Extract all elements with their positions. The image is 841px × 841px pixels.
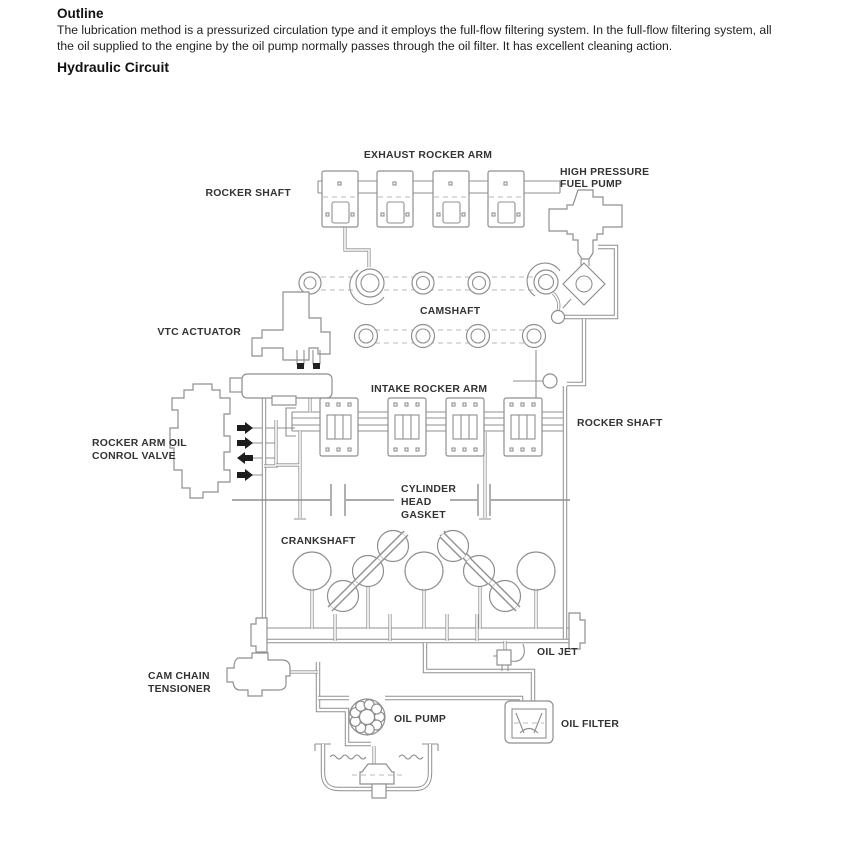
label-cylinder-head-gasket-2: HEAD bbox=[401, 497, 432, 508]
label-rocker-shaft-left: ROCKER SHAFT bbox=[205, 188, 291, 199]
label-cylinder-head-gasket-1: CYLINDER bbox=[401, 484, 457, 495]
pipe-exhaust-shaft-feed bbox=[345, 227, 369, 267]
exhaust-rocker-arm-block bbox=[488, 171, 524, 227]
label-cam-chain-tensioner-1: CAM CHAIN bbox=[148, 671, 210, 682]
oil-level-line bbox=[330, 755, 366, 759]
intake-rocker-arm-block bbox=[388, 398, 426, 456]
crank-main-journal bbox=[517, 552, 555, 590]
exhaust-cam-follower bbox=[350, 269, 384, 305]
exhaust-cam-journal bbox=[468, 272, 490, 294]
camshaft-journals bbox=[299, 263, 565, 388]
oil-pickup bbox=[352, 764, 402, 798]
label-camshaft: CAMSHAFT bbox=[420, 306, 481, 317]
fuel-pump-cam-lobe bbox=[563, 263, 605, 305]
cam-chain-tensioner bbox=[227, 653, 290, 696]
label-oil-jet: OIL JET bbox=[537, 647, 578, 658]
intake-rocker-arm-block bbox=[446, 398, 484, 456]
label-rocker-arm-oil-control-valve-2: CONROL VALVE bbox=[92, 451, 176, 462]
gallery-flange-right bbox=[569, 613, 585, 649]
intake-cam-journal bbox=[467, 325, 490, 348]
oil-flow-arrow-left bbox=[237, 452, 253, 464]
pipe-right-head-gallery bbox=[567, 319, 584, 384]
intake-rocker-arms bbox=[320, 398, 542, 456]
oil-flow-arrow-right bbox=[237, 422, 253, 434]
exhaust-rocker-arm-block bbox=[433, 171, 469, 227]
vtc-pin-dot bbox=[313, 363, 320, 369]
vtc-pin-dot bbox=[297, 363, 304, 369]
oil-pan bbox=[330, 755, 423, 798]
oil-flow-arrow-right bbox=[237, 437, 253, 449]
label-vtc-actuator: VTC ACTUATOR bbox=[157, 327, 241, 338]
outline-heading: Outline bbox=[57, 6, 104, 21]
vtc-actuator bbox=[230, 292, 332, 405]
exhaust-rocker-arm-block bbox=[322, 171, 358, 227]
oil-level-line bbox=[399, 755, 423, 759]
pipe-exhaust-shaft-feed bbox=[345, 227, 369, 267]
oil-filter bbox=[505, 701, 553, 743]
label-crankshaft: CRANKSHAFT bbox=[281, 536, 356, 547]
intake-rocker-arm-block bbox=[320, 398, 358, 456]
intake-rocker-arm-block bbox=[504, 398, 542, 456]
crank-main-journal bbox=[405, 552, 443, 590]
label-oil-pump: OIL PUMP bbox=[394, 714, 447, 725]
exhaust-cam-journal bbox=[412, 272, 434, 294]
base-lines bbox=[252, 181, 589, 751]
exhaust-rocker-arms bbox=[322, 171, 524, 227]
lash-adjuster-pivot bbox=[543, 374, 557, 388]
hydraulic-circuit-heading: Hydraulic Circuit bbox=[57, 58, 170, 75]
label-rocker-arm-oil-control-valve-1: ROCKER ARM OIL bbox=[92, 438, 187, 449]
label-cylinder-head-gasket-3: GASKET bbox=[401, 510, 446, 521]
outline-paragraph: The lubrication method is a pressurized circulation type and it employs the full-flow filtering system. In the full-flow filtering system, all the oil supplied to the engine by the oil pump normally passes through the oil filter. It has excellent cleaning action. bbox=[57, 23, 772, 53]
exhaust-cam-journal bbox=[299, 272, 321, 294]
pipe-filter-to-gallery bbox=[425, 643, 533, 701]
crank-main-journal bbox=[293, 552, 331, 590]
oil-flow-arrow-right bbox=[237, 469, 253, 481]
exhaust-cam-follower bbox=[527, 263, 560, 296]
intake-cam-journal bbox=[523, 325, 546, 348]
label-high-pressure-fuel-pump-1: HIGH PRESSURE bbox=[560, 167, 650, 178]
pipe-right-head-gallery bbox=[567, 319, 584, 384]
label-oil-filter: OIL FILTER bbox=[561, 719, 620, 730]
label-high-pressure-fuel-pump-2: FUEL PUMP bbox=[560, 179, 623, 190]
exhaust-rocker-arm-block bbox=[377, 171, 413, 227]
label-intake-rocker-arm: INTAKE ROCKER ARM bbox=[371, 384, 488, 395]
intake-cam-journal bbox=[355, 325, 378, 348]
gallery-flange-left bbox=[251, 618, 267, 652]
rocker-pivot-circle bbox=[552, 311, 565, 324]
label-rocker-shaft-right: ROCKER SHAFT bbox=[577, 418, 663, 429]
intake-cam-journal bbox=[412, 325, 435, 348]
label-exhaust-rocker-arm: EXHAUST ROCKER ARM bbox=[363, 150, 493, 161]
oil-jet bbox=[493, 644, 524, 671]
oil-pump bbox=[349, 699, 385, 735]
label-cam-chain-tensioner-2: TENSIONER bbox=[148, 684, 211, 695]
